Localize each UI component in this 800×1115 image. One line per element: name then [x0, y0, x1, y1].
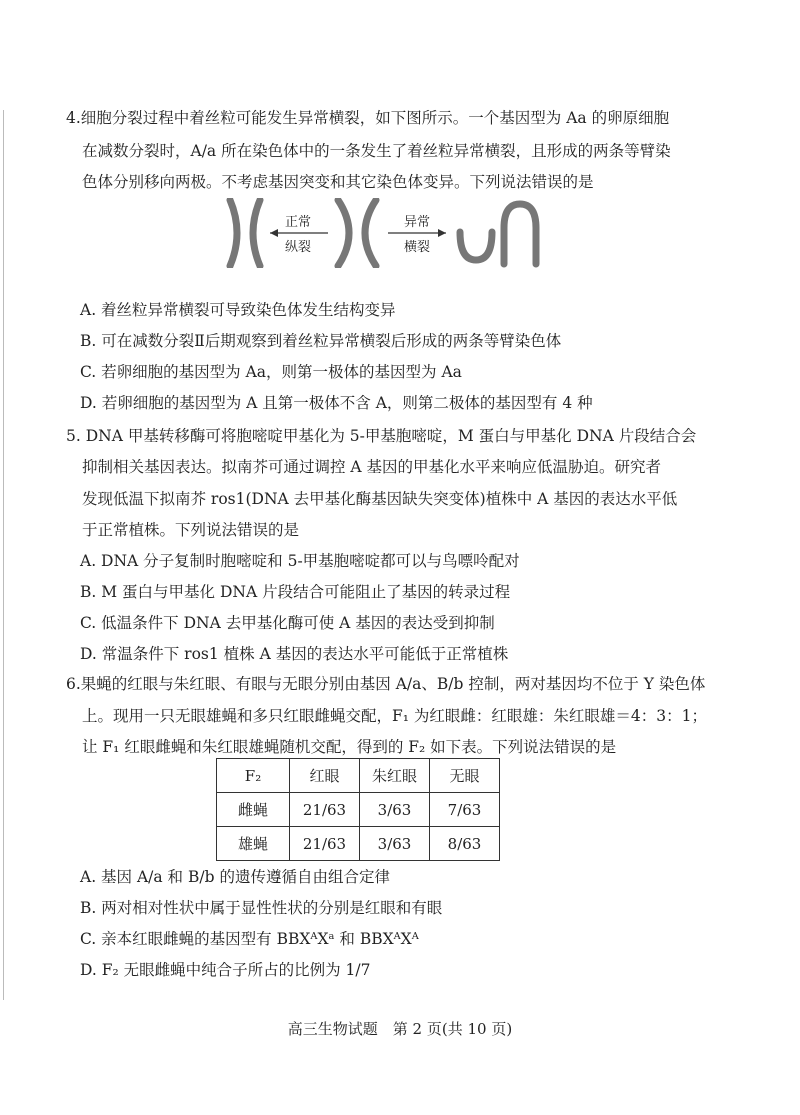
q4-stem-line-1: 4.细胞分裂过程中着丝粒可能发生异常横裂，如下图所示。一个基因型为 Aa 的卵原细胞	[66, 109, 670, 127]
q5-stem-line-3: 发现低温下拟南芥 ros1(DNA 去甲基化酶基因缺失突变体)植株中 A 基因的表达水平低	[82, 490, 678, 508]
isochromosome-u	[460, 232, 492, 260]
q4-stem-line-3: 色体分别移向两极。不考虑基因突变和其它染色体变异。下列说法错误的是	[82, 173, 594, 191]
q5-option-c: C. 低温条件下 DNA 去甲基化酶可使 A 基因的表达受到抑制	[80, 614, 495, 632]
binding-margin-line	[3, 110, 4, 1000]
table-cell: 21/63	[290, 827, 360, 861]
q6-option-b: B. 两对相对性状中属于显性性状的分别是红眼和有眼	[80, 899, 443, 917]
arrow-right-head	[438, 229, 446, 237]
q6-stem-line-1: 6.果蝇的红眼与朱红眼、有眼与无眼分别由基因 A/a、B/b 控制，两对基因均不位于 Y 染色体	[66, 675, 706, 693]
isochromosome-n	[504, 204, 536, 264]
q5-option-a: A. DNA 分子复制时胞嘧啶和 5-甲基胞嘧啶都可以与鸟嘌呤配对	[80, 552, 520, 570]
chromosome-split-figure	[220, 198, 550, 268]
q4-option-b: B. 可在减数分裂Ⅱ后期观察到着丝粒异常横裂后形成的两条等臂染色体	[80, 332, 562, 350]
label-abnormal: 异常	[403, 215, 431, 230]
middle-chromatid-2	[365, 200, 376, 266]
label-normal: 正常	[284, 215, 312, 230]
table-row-female	[217, 793, 500, 827]
q5-stem-line-4: 于正常植株。下列说法错误的是	[82, 521, 300, 539]
table-header-cell: F₂	[217, 759, 290, 793]
q6-option-d: D. F₂ 无眼雌蝇中纯合子所占的比例为 1/7	[80, 961, 371, 979]
q5-option-d: D. 常温条件下 ros1 植株 A 基因的表达水平可能低于正常植株	[80, 645, 509, 663]
q6-stem-line-3: 让 F₁ 红眼雌蝇和朱红眼雄蝇随机交配，得到的 F₂ 如下表。下列说法错误的是	[82, 738, 617, 756]
label-longitudinal: 纵裂	[284, 240, 312, 255]
q5-stem-line-2: 抑制相关基因表达。拟南芥可通过调控 A 基因的甲基化水平来响应低温胁迫。研究者	[82, 458, 662, 476]
table-cell: 3/63	[360, 793, 430, 827]
q4-option-c: C. 若卵细胞的基因型为 Aa，则第一极体的基因型为 Aa	[80, 363, 462, 381]
table-cell: 雌蝇	[217, 793, 290, 827]
q6-option-c: C. 亲本红眼雌蝇的基因型有 BBXᴬXᵃ 和 BBXᴬXᴬ	[80, 930, 419, 948]
middle-chromatid-1	[338, 200, 349, 266]
table-cell: 3/63	[360, 827, 430, 861]
f2-results-table	[216, 758, 500, 861]
table-header-row	[217, 759, 500, 793]
table-cell: 8/63	[430, 827, 500, 861]
table-header-cell: 朱红眼	[360, 759, 430, 793]
left-chromatid-1	[230, 200, 237, 266]
q5-stem-line-1: 5. DNA 甲基转移酶可将胞嘧啶甲基化为 5-甲基胞嘧啶，M 蛋白与甲基化 DNA 片段结合会	[66, 427, 697, 445]
q5-option-b: B. M 蛋白与甲基化 DNA 片段结合可能阻止了基因的转录过程	[80, 583, 511, 601]
q6-stem-line-2: 上。现用一只无眼雄蝇和多只红眼雌蝇交配，F₁ 为红眼雌：红眼雄：朱红眼雄＝4：3：1；	[82, 707, 707, 725]
q4-stem-line-2: 在减数分裂时，A/a 所在染色体中的一条发生了着丝粒异常横裂，且形成的两条等臂染	[82, 142, 671, 160]
table-row-male	[217, 827, 500, 861]
page-footer: 高三生物试题 第 2 页(共 10 页)	[287, 1020, 513, 1038]
table-cell: 21/63	[290, 793, 360, 827]
q4-option-a: A. 着丝粒异常横裂可导致染色体发生结构变异	[80, 301, 396, 319]
table-header-cell: 红眼	[290, 759, 360, 793]
table-header-cell: 无眼	[430, 759, 500, 793]
table-cell: 雄蝇	[217, 827, 290, 861]
left-chromatid-2	[253, 200, 260, 266]
arrow-left-head	[270, 229, 278, 237]
q4-option-d: D. 若卵细胞的基因型为 A 且第一极体不含 A，则第二极体的基因型有 4 种	[80, 394, 593, 412]
label-transverse: 横裂	[403, 240, 431, 255]
q6-option-a: A. 基因 A/a 和 B/b 的遗传遵循自由组合定律	[80, 868, 390, 886]
table-cell: 7/63	[430, 793, 500, 827]
